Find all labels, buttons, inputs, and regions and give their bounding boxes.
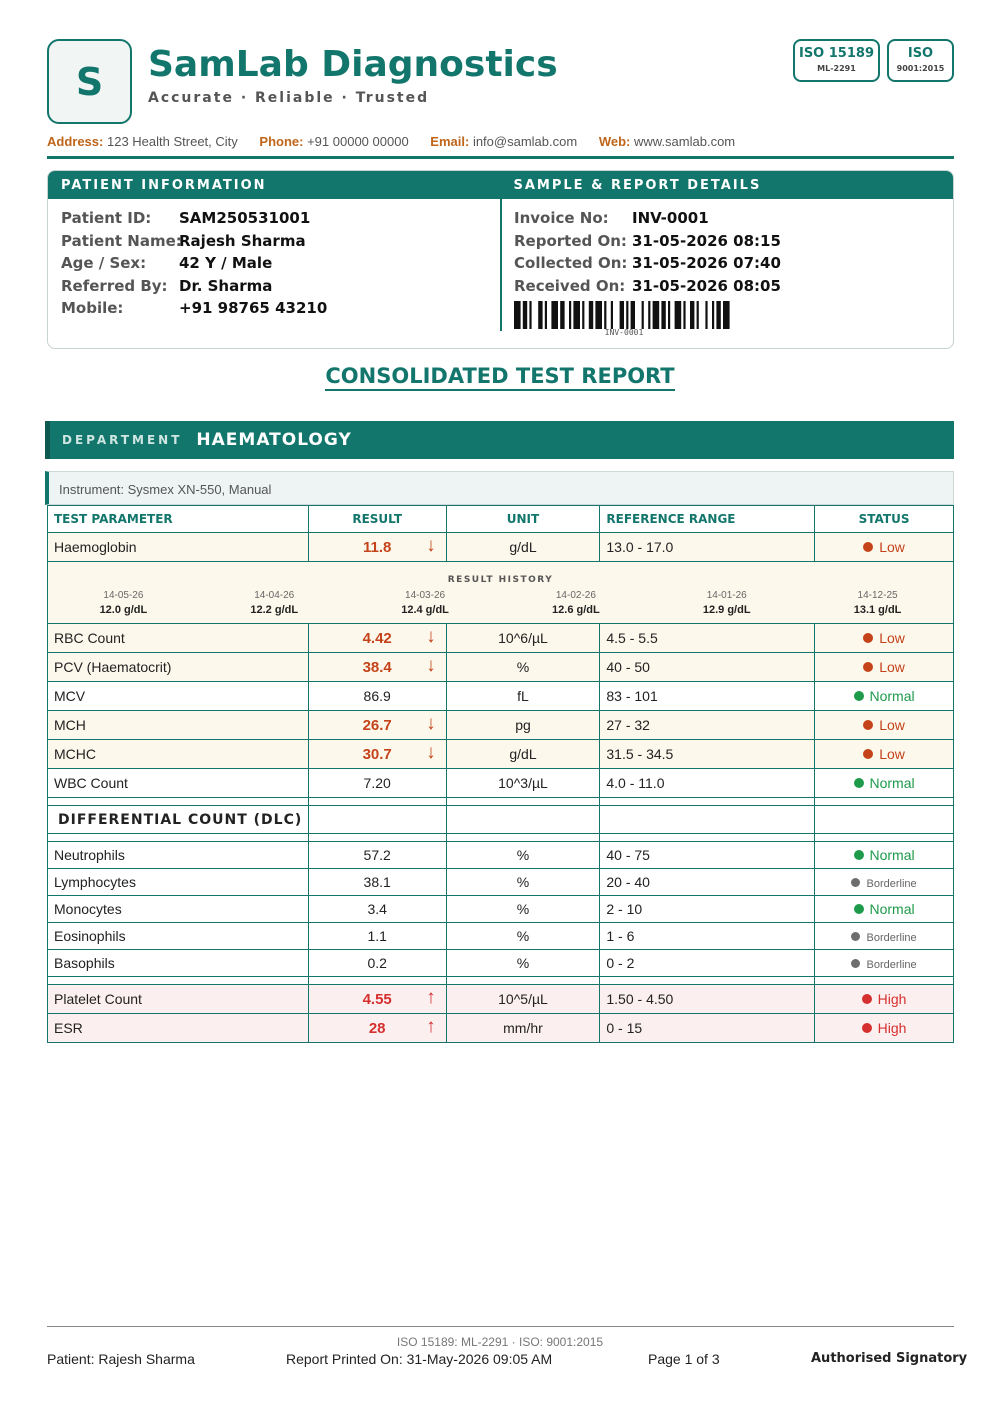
history-date: 14-04-26 [254,590,295,601]
status-dot-icon [862,1023,872,1033]
barcode-bar [631,301,635,329]
test-parameter: MCV [48,682,309,711]
history-entry [651,590,802,616]
result-value: 30.7 [362,745,392,763]
test-result [308,842,446,869]
table-row [48,533,954,562]
barcode-bar [595,301,602,329]
barcode-bar [523,301,527,329]
info-row [514,232,781,255]
status-badge [815,740,954,769]
result-value: 28 [368,1019,386,1037]
history-value: 12.0 g/dL [99,604,148,616]
status-dot-icon [851,932,860,941]
history-entry [199,590,350,616]
history-date: 14-12-25 [857,590,898,601]
status-dot-icon [851,959,860,968]
patient-info-card [47,170,954,349]
badge-title: ISO [907,46,934,61]
barcode-text: INV-0001 [604,328,644,337]
status-dot-icon [863,662,873,672]
table-row [48,740,954,769]
status-dot-icon [854,850,864,860]
test-parameter: MCHC [48,740,309,769]
info-key: Invoice No: [514,209,609,227]
results-table [47,505,954,1043]
status-badge [815,950,954,977]
history-date: 14-03-26 [405,590,446,601]
info-key: Reported On: [514,231,627,250]
info-key: Age / Sex: [61,254,147,272]
info-key: Mobile: [61,299,124,317]
status-text: Low [879,717,905,733]
history-value: 12.6 g/dL [552,604,600,616]
test-parameter: MCH [48,711,309,740]
badge-title: ISO 15189 [798,46,874,61]
test-parameter: Neutrophils [48,842,309,869]
status-text: Borderline [866,878,917,890]
test-unit: g/dL [446,740,600,769]
history-entry [48,590,199,616]
info-key: Received On: [514,276,626,295]
barcode-bar [626,301,628,329]
info-value: 31-05-2026 07:40 [632,254,781,272]
sample-details [514,209,781,299]
result-value: 0.2 [367,955,387,971]
table-row [48,985,954,1014]
reference-range: 2 - 10 [600,896,815,923]
email-value: info@samlab.com [472,134,578,149]
status-dot-icon [863,542,873,552]
header-test-parameter: TEST PARAMETER [48,506,309,533]
reference-range: 40 - 75 [600,842,815,869]
badge-code: 9001:2015 [896,64,945,73]
barcode-bar [683,301,685,329]
header-status: STATUS [815,506,954,533]
result-value: 57.2 [363,847,391,863]
web-value: www.samlab.com [633,134,736,149]
status-text: Normal [869,901,915,917]
test-unit: % [446,869,600,896]
test-unit: % [446,842,600,869]
test-result [308,740,446,769]
result-value: 38.4 [362,658,392,676]
barcode-bar [538,301,542,329]
status-dot-icon [862,994,872,1004]
spacer-row [48,977,954,985]
info-value: 42 Y / Male [179,254,273,272]
test-result [308,950,446,977]
history-date: 14-05-26 [103,590,144,601]
contact-row [47,134,753,149]
spacer-row [48,834,954,842]
info-row [514,254,781,277]
table-row [48,624,954,653]
status-badge [815,869,954,896]
barcode-bar [690,301,694,329]
status-badge [815,985,954,1014]
test-result [308,869,446,896]
dlc-section-row [48,806,954,834]
test-result [308,533,446,562]
barcode-bar [705,301,707,329]
arrow-down-icon: ↓ [426,535,436,556]
iso-15189-badge [793,39,880,82]
status-badge [815,842,954,869]
department-name: HAEMATOLOGY [196,430,352,450]
arrow-up-icon: ↑ [426,1016,436,1037]
test-parameter: RBC Count [48,624,309,653]
logo-letter: S [75,59,104,104]
info-row [61,277,327,300]
report-title: CONSOLIDATED TEST REPORT [0,364,1000,388]
test-unit: mm/hr [446,1014,600,1043]
barcode-bar [560,301,564,329]
arrow-down-icon: ↓ [426,626,436,647]
test-result [308,1014,446,1043]
test-parameter: Platelet Count [48,985,309,1014]
status-dot-icon [851,878,860,887]
test-unit: fL [446,682,600,711]
status-badge [815,624,954,653]
status-dot-icon [854,691,864,701]
header-reference-range: REFERENCE RANGE [600,506,815,533]
history-date: 14-01-26 [706,590,747,601]
department-label: DEPARTMENT [62,433,183,447]
arrow-down-icon: ↓ [426,713,436,734]
test-parameter: WBC Count [48,769,309,798]
status-badge [815,896,954,923]
barcode-bar [573,301,580,329]
table-row [48,682,954,711]
reference-range: 1.50 - 4.50 [600,985,815,1014]
reference-range: 0 - 15 [600,1014,815,1043]
barcode-bar [642,301,644,329]
status-text: High [877,991,907,1007]
footer-printed: Report Printed On: 31-May-2026 09:05 AM [286,1351,553,1367]
lab-tagline: Accurate · Reliable · Trusted [148,90,430,106]
barcode-bar [569,301,571,329]
iso-9001-badge [887,39,954,82]
badge-code: ML-2291 [817,64,856,73]
test-parameter: Haemoglobin [48,533,309,562]
info-row [61,232,327,255]
test-result [308,985,446,1014]
barcode-bar [545,301,547,329]
info-divider [500,171,502,331]
result-value: 7.20 [363,775,391,791]
reference-range: 31.5 - 34.5 [600,740,815,769]
status-text: Borderline [866,959,917,971]
history-value: 13.1 g/dL [853,604,902,616]
barcode-bar [716,301,720,329]
status-dot-icon [854,778,864,788]
info-value: Dr. Sharma [179,276,273,295]
history-date: 14-02-26 [555,590,596,601]
instrument-info: Instrument: Sysmex XN-550, Manual [45,471,954,505]
arrow-down-icon: ↓ [426,742,436,763]
status-text: Normal [869,847,915,863]
result-value: 1.1 [367,928,387,944]
info-row [61,209,327,232]
barcode-bar [620,301,624,329]
footer-page: Page 1 of 3 [648,1351,720,1367]
table-row [48,1014,954,1043]
status-text: High [877,1020,907,1036]
table-row [48,950,954,977]
info-key: Collected On: [514,254,628,272]
barcode-bar [648,301,650,329]
test-result [308,923,446,950]
status-text: Low [879,630,905,646]
test-result [308,682,446,711]
history-entry [500,590,651,616]
test-unit: % [446,923,600,950]
status-text: Low [879,539,905,555]
status-text: Low [879,746,905,762]
test-parameter: Monocytes [48,896,309,923]
department-bar [45,421,954,459]
status-badge [815,923,954,950]
dlc-section-title: DIFFERENTIAL COUNT (DLC) [48,806,309,834]
barcode-bar [653,301,660,329]
test-unit: % [446,653,600,682]
barcode-bar [661,301,665,329]
address-value: 123 Health Street, City [106,134,238,149]
reference-range: 13.0 - 17.0 [600,533,815,562]
info-row [514,277,781,300]
reference-range: 1 - 6 [600,923,815,950]
test-unit: 10^5/µL [446,985,600,1014]
footer-divider [47,1326,954,1327]
result-value: 38.1 [363,874,391,890]
reference-range: 27 - 32 [600,711,815,740]
barcode-bar [589,301,593,329]
header-unit: UNIT [446,506,600,533]
lab-logo [47,39,132,124]
barcode-bar [675,301,682,329]
reference-range: 40 - 50 [600,653,815,682]
lab-name: SamLab Diagnostics [148,44,558,85]
info-value: 31-05-2026 08:05 [632,276,781,295]
test-parameter: ESR [48,1014,309,1043]
reference-range: 4.5 - 5.5 [600,624,815,653]
barcode-bar [604,301,606,329]
test-unit: % [446,950,600,977]
barcode-bar [551,301,558,329]
phone-value: +91 00000 00000 [307,134,409,149]
test-unit: 10^6/µL [446,624,600,653]
result-history-row [48,562,954,624]
phone-label: Phone: [259,134,304,149]
status-text: Normal [869,775,915,791]
history-value: 12.4 g/dL [401,604,449,616]
test-unit: % [446,896,600,923]
test-parameter: PCV (Haematocrit) [48,653,309,682]
reference-range: 20 - 40 [600,869,815,896]
arrow-down-icon: ↓ [426,655,436,676]
patient-info-heading: PATIENT INFORMATION [61,178,267,193]
result-value: 4.42 [362,629,392,647]
info-value: SAM250531001 [179,209,311,227]
web-label: Web: [598,134,631,149]
info-value: +91 98765 43210 [179,299,328,317]
test-result [308,653,446,682]
table-row [48,653,954,682]
status-dot-icon [863,749,873,759]
status-badge [815,533,954,562]
barcode-bar [712,301,714,329]
info-row [61,299,327,322]
status-badge [815,1014,954,1043]
reference-range: 4.0 - 11.0 [600,769,815,798]
info-key: Patient ID: [61,209,152,227]
status-text: Borderline [866,932,917,944]
test-parameter: Lymphocytes [48,869,309,896]
test-result [308,624,446,653]
info-key: Patient Name: [61,231,182,250]
test-result [308,896,446,923]
history-title: RESULT HISTORY [447,575,554,585]
status-dot-icon [854,904,864,914]
test-parameter: Basophils [48,950,309,977]
barcode-bar [668,301,670,329]
test-result [308,711,446,740]
patient-details [61,209,327,322]
result-value: 86.9 [363,688,391,704]
status-dot-icon [863,633,873,643]
info-value: Rajesh Sharma [179,231,306,250]
spacer-row [48,798,954,806]
barcode-bar [697,301,699,329]
status-badge [815,711,954,740]
info-key: Referred By: [61,276,168,295]
header-divider [47,156,954,159]
barcode-bar [529,301,531,329]
table-row [48,869,954,896]
address-label: Address: [47,134,104,149]
test-unit: 10^3/µL [446,769,600,798]
footer-iso: ISO 15189: ML-2291 · ISO: 9001:2015 [396,1335,604,1349]
footer-signatory: Authorised Signatory [811,1351,968,1366]
info-row [514,209,781,232]
table-row [48,769,954,798]
result-value: 3.4 [367,901,387,917]
status-badge [815,769,954,798]
info-value: INV-0001 [632,209,709,227]
table-row [48,711,954,740]
table-row [48,923,954,950]
barcode-bar [582,301,584,329]
history-value: 12.2 g/dL [250,604,299,616]
test-result [308,769,446,798]
status-badge [815,682,954,711]
sample-details-heading: SAMPLE & REPORT DETAILS [513,178,762,193]
history-entry [802,590,953,616]
table-row [48,896,954,923]
invoice-barcode [514,301,734,329]
header-result: RESULT [308,506,446,533]
history-entry [350,590,501,616]
barcode-bar [723,301,730,329]
footer-patient: Patient: Rajesh Sharma [47,1351,195,1367]
info-value: 31-05-2026 08:15 [632,231,781,250]
status-dot-icon [863,720,873,730]
table-row [48,842,954,869]
status-text: Normal [869,688,915,704]
test-parameter: Eosinophils [48,923,309,950]
arrow-up-icon: ↑ [426,987,436,1008]
history-value: 12.9 g/dL [702,604,751,616]
test-unit: g/dL [446,533,600,562]
info-row [61,254,327,277]
status-text: Low [879,659,905,675]
result-value: 26.7 [362,716,392,734]
reference-range: 0 - 2 [600,950,815,977]
email-label: Email: [430,134,470,149]
result-value: 4.55 [362,990,392,1008]
barcode-bar [514,301,521,329]
barcode-bar [611,301,613,329]
result-value: 11.8 [362,538,392,556]
table-header-row [48,506,954,533]
test-unit: pg [446,711,600,740]
status-badge [815,653,954,682]
reference-range: 83 - 101 [600,682,815,711]
